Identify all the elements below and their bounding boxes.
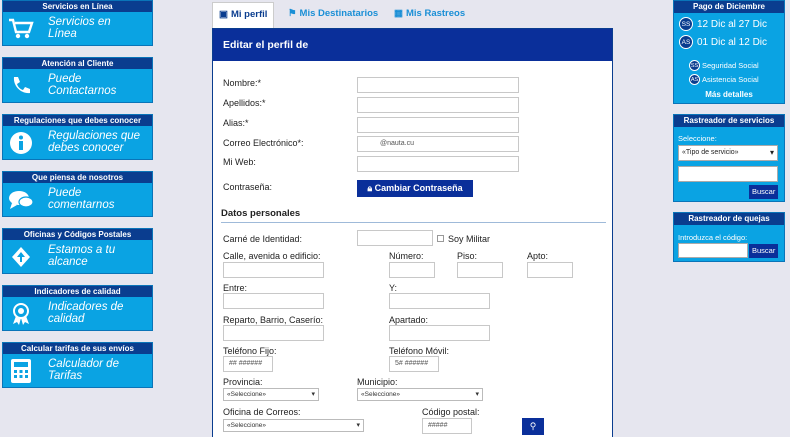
flag-icon: ⚑ <box>288 8 297 19</box>
seleccione-label: Seleccione: <box>678 134 717 143</box>
legend-as: AS Asistencia Social <box>690 75 759 84</box>
user-icon: ▣ <box>219 9 228 20</box>
oficina-select[interactable]: «Seleccione» ▾ <box>223 419 364 432</box>
card-label: Servicios en Línea <box>48 16 111 40</box>
pago-ss-row: SS 12 Dic al 27 Dic <box>679 17 767 31</box>
buscar-queja-button[interactable]: Buscar <box>749 244 778 258</box>
y-input[interactable] <box>389 293 490 309</box>
card-header: Atención al Cliente <box>3 58 152 69</box>
card-servicios-en-linea[interactable] <box>2 0 153 46</box>
card-header: Indicadores de calidad <box>3 286 152 297</box>
entre-label: Entre: <box>223 283 248 293</box>
award-icon <box>7 302 35 326</box>
rastreador-quejas-card <box>673 212 785 262</box>
alias-input[interactable] <box>357 117 519 133</box>
postal-label: Código postal: <box>422 407 480 417</box>
correo-label: Correo Electrónico*: <box>223 138 304 148</box>
web-label: Mi Web: <box>223 157 256 167</box>
provincia-label: Provincia: <box>223 377 263 387</box>
info-icon <box>7 131 35 155</box>
ss-badge: SS <box>679 17 693 31</box>
card-header: Calcular tarifas de sus envíos <box>3 343 152 354</box>
card-label: Calculador de Tarifas <box>48 358 119 382</box>
card-que-piensa[interactable] <box>2 171 153 217</box>
codigo-queja-input[interactable] <box>678 243 748 258</box>
nombre-label: Nombre:* <box>223 78 262 88</box>
cart-icon <box>7 17 35 41</box>
card-label: Estamos a tu alcance <box>48 244 116 268</box>
militar-checkbox[interactable] <box>437 235 444 242</box>
edit-profile-panel <box>212 28 613 437</box>
pago-as-row: AS 01 Dic al 12 Dic <box>679 35 767 49</box>
apartado-input[interactable] <box>389 325 490 341</box>
card-indicadores[interactable] <box>2 285 153 331</box>
as-badge: AS <box>679 35 693 49</box>
card-header: Regulaciones que debes conocer <box>3 115 152 126</box>
telefono-fijo-label: Teléfono Fijo: <box>223 346 277 356</box>
alias-label: Alias:* <box>223 118 249 128</box>
apto-label: Apto: <box>527 251 549 261</box>
card-header: Que piensa de nosotros <box>3 172 152 183</box>
calculator-icon <box>7 359 35 383</box>
correo-input[interactable]: @nauta.cu <box>357 136 519 152</box>
card-label: Indicadores de calidad <box>48 301 124 325</box>
telefono-movil-label: Teléfono Móvil: <box>389 346 450 356</box>
panel-title: Editar el perfil de <box>213 29 612 61</box>
rastreador-title: Rastreador de servicios <box>674 115 784 127</box>
card-header: Servicios en Línea <box>3 1 152 12</box>
card-label: Puede Contactarnos <box>48 73 117 97</box>
numero-label: Número: <box>389 251 424 261</box>
search-icon: ⚲ <box>529 421 537 431</box>
pago-card <box>673 0 785 104</box>
card-calcular-tarifas[interactable] <box>2 342 153 388</box>
entre-input[interactable] <box>223 293 324 309</box>
phone-icon <box>7 74 35 98</box>
quejas-title: Rastreador de quejas <box>674 213 784 225</box>
nombre-input[interactable] <box>357 77 519 93</box>
militar-label: Soy Militar <box>448 234 491 244</box>
apto-input[interactable] <box>527 262 573 278</box>
legend-ss: SS Seguridad Social <box>690 61 759 70</box>
municipio-select[interactable]: «Seleccione» ▾ <box>357 388 483 401</box>
card-atencion-cliente[interactable] <box>2 57 153 103</box>
book-icon: ▦ <box>394 8 403 19</box>
location-icon <box>7 245 35 269</box>
tab-mi-perfil[interactable]: ▣ Mi perfil <box>212 2 274 28</box>
reparto-label: Reparto, Barrio, Caserío: <box>223 315 324 325</box>
oficina-label: Oficina de Correos: <box>223 407 301 417</box>
carne-input[interactable] <box>357 230 433 246</box>
codigo-servicio-input[interactable] <box>678 166 778 182</box>
telefono-fijo-input[interactable]: ## ###### <box>223 356 273 372</box>
tab-mis-destinatarios[interactable]: ⚑ Mis Destinatarios <box>288 8 379 19</box>
buscar-servicio-button[interactable]: Buscar <box>749 185 778 199</box>
piso-label: Piso: <box>457 251 478 261</box>
apellidos-input[interactable] <box>357 97 519 113</box>
postal-input[interactable]: ##### <box>422 418 472 434</box>
datos-personales-heading: Datos personales <box>221 208 606 223</box>
rastreador-servicios-card <box>673 114 785 202</box>
codigo-label: Introduzca el código: <box>678 233 748 242</box>
carne-label: Carné de Identidad: <box>223 234 303 244</box>
provincia-select[interactable]: «Seleccione» ▾ <box>223 388 319 401</box>
contrasena-label: Contraseña: <box>223 182 273 192</box>
tab-mis-rastreos[interactable]: ▦ Mis Rastreos <box>394 8 466 19</box>
search-postal-button[interactable] <box>522 418 544 435</box>
calle-label: Calle, avenida o edificio: <box>223 251 321 261</box>
reparto-input[interactable] <box>223 325 324 341</box>
apartado-label: Apartado: <box>389 315 429 325</box>
card-header: Oficinas y Códigos Postales <box>3 229 152 240</box>
card-regulaciones[interactable] <box>2 114 153 160</box>
piso-input[interactable] <box>457 262 503 278</box>
chat-icon <box>7 188 35 212</box>
web-input[interactable] <box>357 156 519 172</box>
y-label: Y: <box>389 283 398 293</box>
card-oficinas[interactable] <box>2 228 153 274</box>
profile-tabs <box>212 0 612 28</box>
mas-detalles-link[interactable]: Más detalles <box>705 90 753 99</box>
cambiar-contrasena-button[interactable]: 🔒︎ Cambiar Contraseña <box>357 180 473 197</box>
card-label: Regulaciones que debes conocer <box>48 130 141 154</box>
apellidos-label: Apellidos:* <box>223 98 266 108</box>
calle-input[interactable] <box>223 262 324 278</box>
tipo-servicio-select[interactable]: «Tipo de servicio» ▾ <box>678 145 778 161</box>
telefono-movil-input[interactable]: 5# ###### <box>389 356 439 372</box>
numero-input[interactable] <box>389 262 435 278</box>
card-label: Puede comentarnos <box>48 187 115 211</box>
lock-icon: 🔒︎ <box>367 183 373 193</box>
municipio-label: Municipio: <box>357 377 398 387</box>
pago-title: Pago de Diciembre <box>674 1 784 13</box>
